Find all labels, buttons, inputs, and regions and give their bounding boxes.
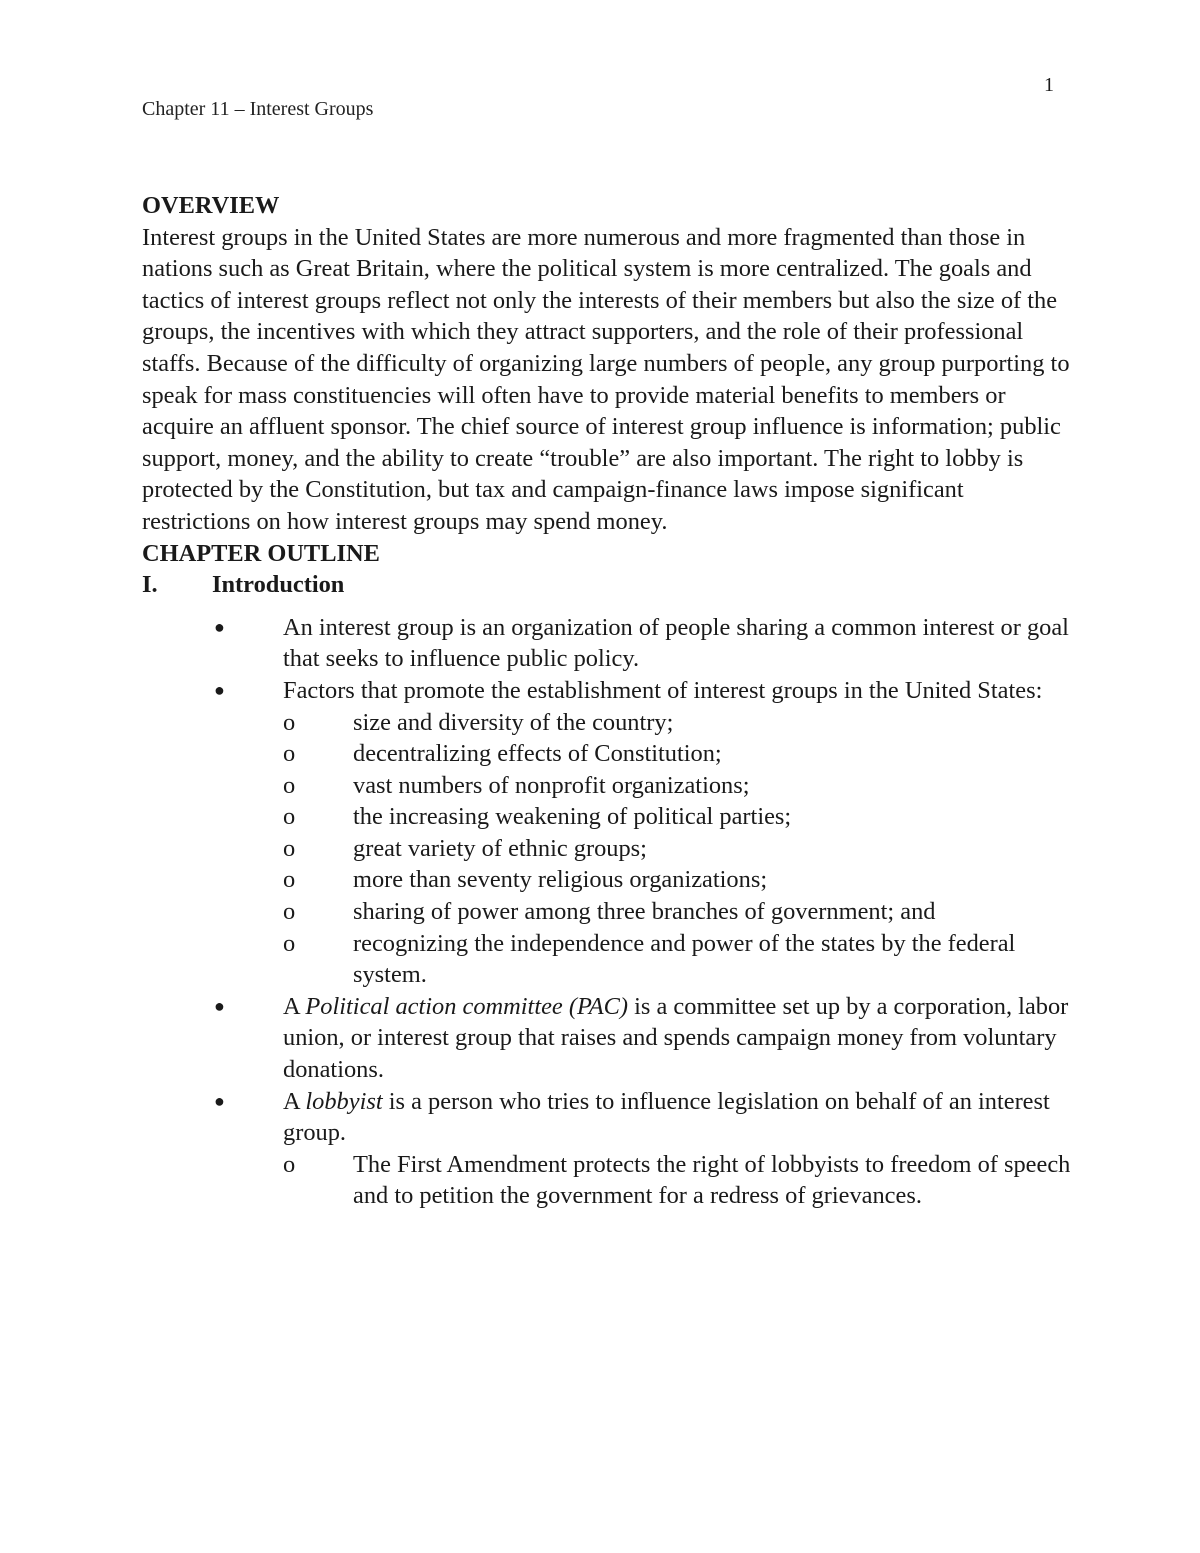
sub-item-text: more than seventy religious organizations; — [353, 866, 768, 894]
sub-list-item — [283, 928, 1072, 991]
circle-bullet-icon: o — [283, 866, 296, 894]
circle-bullet-icon: o — [283, 898, 296, 926]
list-item — [142, 675, 1072, 991]
bullet-icon: ● — [214, 1090, 225, 1111]
sub-list — [283, 707, 1072, 991]
sub-list-item — [283, 738, 1072, 770]
section-number: I. — [142, 571, 158, 599]
sub-list-item — [283, 864, 1072, 896]
sub-list — [283, 1149, 1072, 1212]
running-header: Chapter 11 – Interest Groups — [142, 98, 374, 120]
outline-section-heading — [142, 569, 1072, 601]
bullet-icon: ● — [214, 616, 225, 637]
bullet-text: is a person who tries to influence legislation on behalf of an interest group. — [283, 1087, 1050, 1147]
sub-list-item — [283, 801, 1072, 833]
sub-list-item — [283, 1149, 1072, 1212]
bullet-text: An interest group is an organization of people sharing a common interest or goal that seeks to influence public policy. — [283, 613, 1069, 673]
sub-list-item — [283, 896, 1072, 928]
chapter-outline-heading: CHAPTER OUTLINE — [142, 539, 380, 567]
sub-list-item — [283, 833, 1072, 865]
sub-item-text: size and diversity of the country; — [353, 708, 674, 736]
section-title: Introduction — [212, 571, 345, 599]
circle-bullet-icon: o — [283, 803, 296, 831]
overview-paragraph: Interest groups in the United States are more numerous and more fragmented than those in nations such as Great Britain, where the political system is more centralized. The goals and tactics of interest groups reflect not only the interests of their members but also the size of the groups, the incentives with which they attract supporters, and the role of their professional staffs. Because of the difficulty of organizing large numbers of people, any group purporting to speak for mass constituencies will often have to provide material benefits to members or acquire an affluent sponsor. The chief source of interest group influence is information; public support, money, and the ability to create “trouble” are also important. The right to lobby is protected by the Constitution, but tax and campaign-finance laws impose significant restrictions on how interest groups may spend money. — [142, 223, 1070, 535]
page-number: 1 — [1044, 74, 1054, 96]
sub-item-text: great variety of ethnic groups; — [353, 834, 647, 862]
circle-bullet-icon: o — [283, 834, 296, 862]
bullet-text: Factors that promote the establishment of interest groups in the United States: — [283, 676, 1043, 704]
bullet-icon: ● — [214, 995, 225, 1016]
pac-term: Political action committee (PAC) — [305, 992, 629, 1020]
sub-list-item — [283, 707, 1072, 739]
circle-bullet-icon: o — [283, 771, 296, 799]
sub-item-text: recognizing the independence and power of the states by the federal system. — [353, 929, 1016, 989]
lobbyist-term: lobbyist — [305, 1087, 383, 1115]
sub-item-text: the increasing weakening of political parties; — [353, 803, 792, 831]
list-item — [142, 991, 1072, 1086]
sub-item-text: The First Amendment protects the right of lobbyists to freedom of speech and to petition the government for a redress of grievances. — [353, 1150, 1071, 1210]
bullet-prefix: A — [283, 992, 306, 1020]
sub-item-text: vast numbers of nonprofit organizations; — [353, 771, 750, 799]
circle-bullet-icon: o — [283, 1150, 296, 1178]
circle-bullet-icon: o — [283, 708, 296, 736]
sub-item-text: decentralizing effects of Constitution; — [353, 740, 722, 768]
document-body — [142, 190, 1072, 1212]
circle-bullet-icon: o — [283, 740, 296, 768]
list-item — [142, 1086, 1072, 1212]
overview-heading: OVERVIEW — [142, 192, 280, 219]
bullet-icon: ● — [214, 679, 225, 700]
bullet-text: is a committee set up by a corporation, labor union, or interest group that raises and spends campaign money from voluntary donations. — [283, 992, 1069, 1084]
sub-list-item — [283, 770, 1072, 802]
circle-bullet-icon: o — [283, 929, 296, 957]
outline-bullet-list — [142, 612, 1072, 1212]
sub-item-text: sharing of power among three branches of government; and — [353, 898, 936, 926]
bullet-prefix: A — [283, 1087, 306, 1115]
list-item — [142, 612, 1072, 675]
